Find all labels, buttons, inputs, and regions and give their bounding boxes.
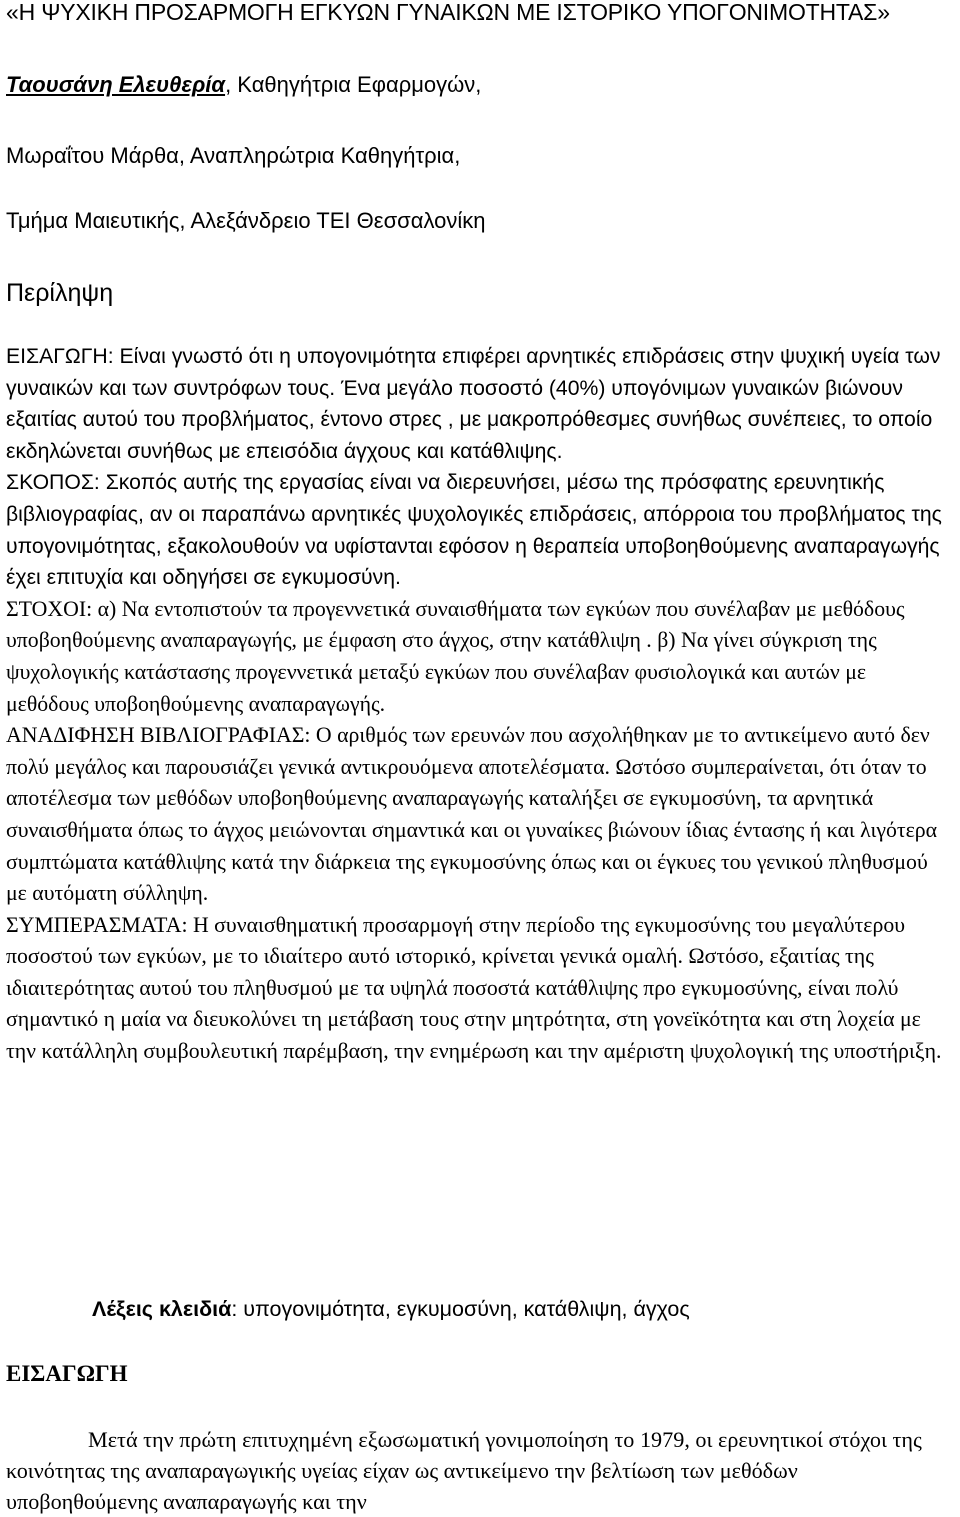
keywords-line	[92, 1294, 690, 1324]
summary-heading: Περίληψη	[6, 279, 114, 307]
abstract-literature-review: ΑΝΑΔΙΦΗΣΗ ΒΙΒΛΙΟΓΡΑΦΙΑΣ: Ο αριθμός των ερευνών που ασχολήθηκαν με το αντικείμενο αυτό δεν πολύ μεγάλος και παρουσιάζει γενικά αντικρουόμενα αποτελέσματα. Ωστόσο συμπεραίνεται, ότι όταν το αποτέλεσμα των μεθόδων υποβοηθούμενης αναπαραγωγής καταλήξει σε εγκυμοσύνη, τα αρνητικά συναισθήματα όπως το άγχος μειώνονται σημαντικά και οι γυναίκες βιώνουν ίδιας έντασης ή και λιγότερα συμπτώματα κατάθλιψης κατά την διάρκεια της εγκυμοσύνης όπως και οι έγκυες του γενικού πληθυσμού με αυτόματη σύλληψη.	[6, 723, 938, 906]
keywords-text: : υπογονιμότητα, εγκυμοσύνη, κατάθλιψη, άγχος	[231, 1297, 690, 1321]
keywords-label: Λέξεις κλειδιά	[92, 1297, 232, 1321]
section-heading-introduction: ΕΙΣΑΓΩΓΗ	[6, 1361, 128, 1386]
abstract-body	[6, 341, 950, 1068]
author-line-1	[6, 72, 481, 98]
author-name: Ταουσάνη Ελευθερία	[6, 72, 226, 97]
affiliation: Τμήμα Μαιευτικής, Αλεξάνδρειο ΤΕΙ Θεσσαλονίκη	[6, 208, 486, 233]
author-role: , Καθηγήτρια Εφαρμογών,	[225, 72, 482, 97]
abstract-introduction: ΕΙΣΑΓΩΓΗ: Είναι γνωστό ότι η υπογονιμότητα επιφέρει αρνητικές επιδράσεις στην ψυχική υγεία των γυναικών και των συντρόφων τους. Ένα μεγάλο ποσοστό (40%) υπογόνιμων γυναικών βιώνουν εξαιτίας αυτού του προβλήματος, έντονο στρες , με μακροπρόθεσμες συνήθως συνέπειες, το οποίο εκδηλώνεται συνήθως με επεισόδια άγχους και κατάθλιψης.	[6, 345, 941, 463]
document-title: «Η ΨΥΧΙΚΗ ΠΡΟΣΑΡΜΟΓΗ ΕΓΚΥΩΝ ΓΥΝΑΙΚΩΝ ΜΕ ΙΣΤΟΡΙΚΟ ΥΠΟΓΟΝΙΜΟΤΗΤΑΣ»	[6, 0, 890, 25]
abstract-purpose: ΣΚΟΠΟΣ: Σκοπός αυτής της εργασίας είναι να διερευνήσει, μέσω της πρόσφατης ερευνητικής βιβλιογραφίας, αν οι παραπάνω αρνητικές ψυχολογικές επιδράσεις, απόρροια του προβλήματος της υπογονιμότητας, εξακολουθούν να υφίστανται εφόσον η θεραπεία υποβοηθούμενης αναπαραγωγής έχει επιτυχία και οδηγήσει σε εγκυμοσύνη.	[6, 471, 942, 590]
intro-paragraph: Μετά την πρώτη επιτυχημένη εξωσωματική γονιμοποίηση το 1979, οι ερευνητικοί στόχοι της κοινότητας της αναπαραγωγικής υγείας είχαν ως αντικείμενο την βελτίωση των μεθόδων υποβοηθούμενης αναπαραγωγής και την	[6, 1427, 922, 1514]
author-line-2	[6, 143, 460, 169]
author-role: Μωραΐτου Μάρθα, Αναπληρώτρια Καθηγήτρια,	[6, 143, 461, 168]
abstract-objectives: ΣΤΟΧΟΙ: α) Να εντοπιστούν τα προγεννετικά συναισθήματα των εγκύων που συνέλαβαν με μεθόδους υποβοηθούμενης αναπαραγωγής, με έμφαση στο άγχος, στην κατάθλιψη . β) Να γίνει σύγκριση της ψυχολογικής κατάστασης προγεννετικά μεταξύ εγκύων που συνέλαβαν φυσιολογικά και αυτών με μεθόδους υποβοηθούμενης αναπαραγωγής.	[6, 596, 905, 716]
abstract-conclusions: ΣΥΜΠΕΡΑΣΜΑΤΑ: Η συναισθηματική προσαρμογή στην περίοδο της εγκυμοσύνης του μεγαλύτερου ποσοστού των εγκύων, με το ιδιαίτερο αυτό ιστορικό, κρίνεται γενικά ομαλή. Ωστόσο, εξαιτίας της ιδιαιτερότητας αυτού του πληθυσμού με τα υψηλά ποσοστά κατάθλιψης προ εγκυμοσύνης, είναι πολύ σημαντικό η μαία να διευκολύνει τη μετάβαση τους στην μητρότητα, στη γονεϊκότητα και στη λοχεία με την κατάλληλη συμβουλευτική παρέμβαση, την ενημέρωση και την αμέριστη ψυχολογική της υποστήριξη.	[6, 912, 942, 1064]
